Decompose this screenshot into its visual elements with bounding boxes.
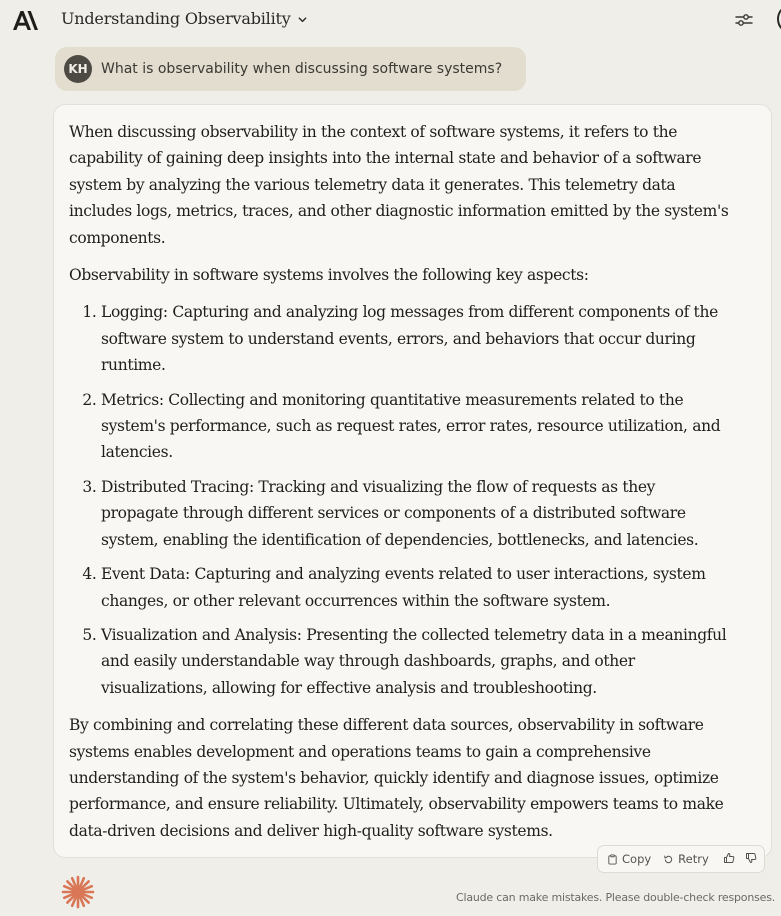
assistant-response [53,104,772,858]
thumbs-up-icon [723,852,735,864]
thumbs-up-button[interactable] [723,852,735,867]
disclaimer-text: Claude can make mistakes. Please double-check responses. [456,891,776,904]
thumbs-down-icon [745,852,757,864]
list-item: 3. Distributed Tracing: Tracking and visualizing the flow of requests as they propagate through different services or components of a distributed software system, enabling the identification of dependencies, bottlenecks, and latencies. [101,474,729,553]
user-message-text: What is observability when discussing software systems? [101,61,503,77]
retry-button[interactable] [663,852,709,866]
chevron-down-icon [297,14,308,25]
aspects-list [69,299,729,701]
clipboard-icon [607,854,618,865]
response-intro: When discussing observability in the context of software systems, it refers to the capability of gaining deep insights into the internal state and behavior of a software system by analyzing the various telemetry data it generates. This telemetry data includes logs, metrics, traces, and other diagnostic information emitted by the system's components. [69,123,729,247]
aspects-lead: Observability in software systems involves the following key aspects: [69,266,589,285]
anthropic-logo-icon[interactable] [12,9,38,31]
thumbs-down-button[interactable] [745,852,757,867]
list-item: 5. Visualization and Analysis: Presenting the collected telemetry data in a meaningful and easily understandable way through dashboards, graphs, and other visualizations, allowing for effective analysis and troubleshooting. [101,622,729,701]
list-item: 4. Event Data: Capturing and analyzing events related to user interactions, system changes, or other relevant occurrences within the software system. [101,561,729,614]
copy-label: Copy [622,852,652,866]
response-conclusion: By combining and correlating these different data sources, observability in software systems enables development and operations teams to gain a comprehensive understanding of the system's behavior, quickly identify and diagnose issues, optimize performance, and ensure reliability. Ultimately, observability empowers teams to make data-driven decisions and deliver high-quality software systems. [69,716,724,840]
conversation-title-dropdown[interactable] [61,9,308,28]
claude-spark-icon [60,874,96,910]
list-item: 2. Metrics: Collecting and monitoring quantitative measurements related to the system's performance, such as request rates, error rates, resource utilization, and latencies. [101,387,729,466]
copy-button[interactable] [607,852,651,866]
user-message [55,47,526,91]
list-item: 1. Logging: Capturing and analyzing log messages from different components of the software system to understand events, errors, and behaviors that occur during runtime. [101,299,729,378]
user-avatar: KH [64,55,92,83]
profile-avatar[interactable] [777,4,781,34]
sliders-icon[interactable] [734,10,754,30]
top-bar [0,0,781,40]
retry-label: Retry [678,852,709,866]
response-body [69,119,729,855]
response-actions [597,845,765,873]
conversation-title: Understanding Observability [61,9,291,28]
retry-icon [663,854,674,865]
